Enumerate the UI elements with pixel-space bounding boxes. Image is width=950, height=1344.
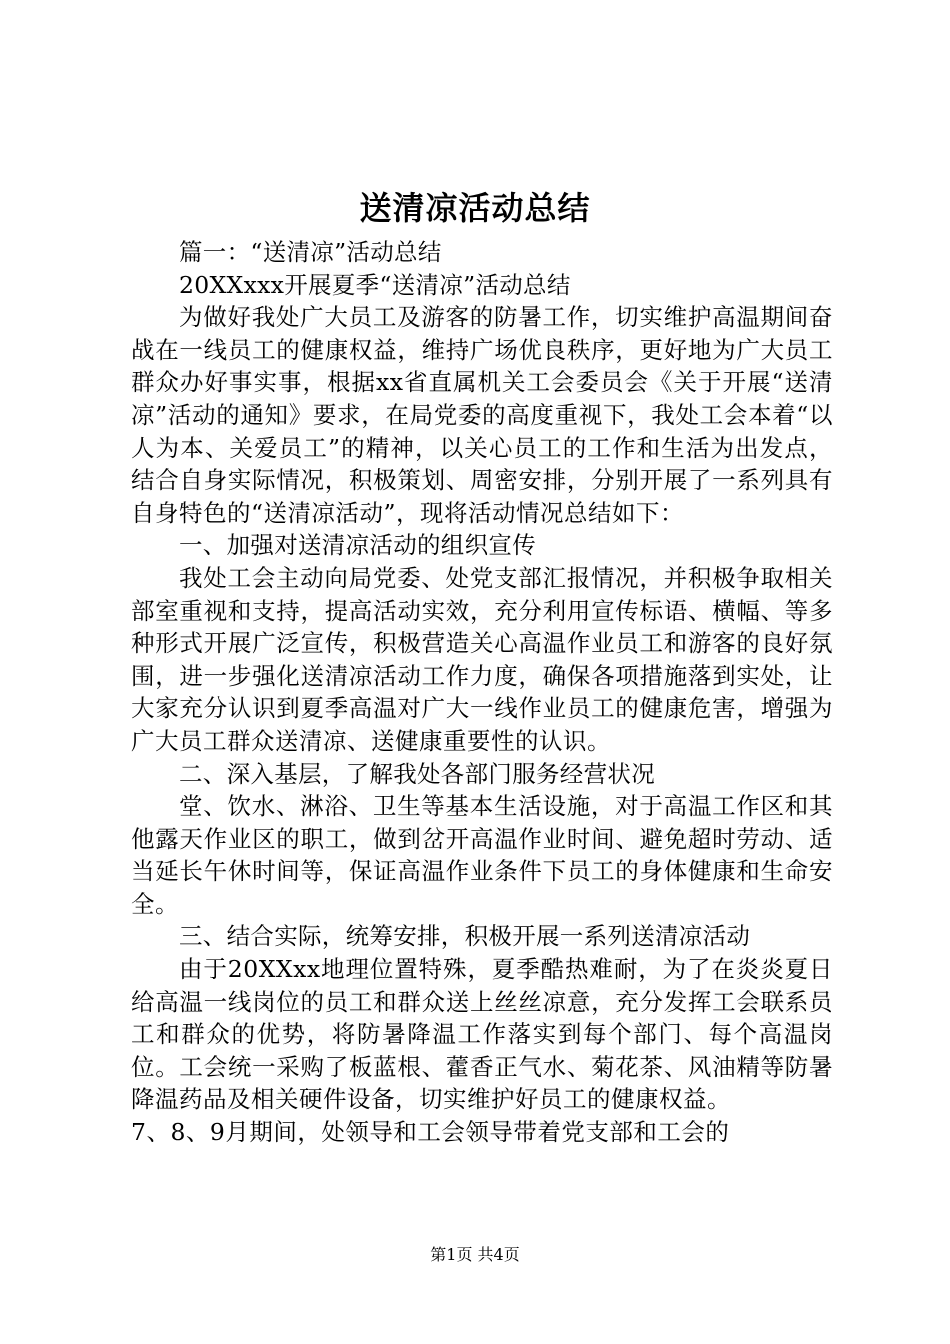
section-2-paragraph: 堂、饮水、淋浴、卫生等基本生活设施，对于高温工作区和其他露天作业区的职工，做到岔开高温作业时间、避免超时劳动、适当延长午休时间等，保证高温作业条件下员工的身体健康和生命安全。: [131, 792, 833, 918]
section-1-heading: 一、加强对送清凉活动的组织宣传: [179, 531, 536, 560]
document-body: [131, 236, 833, 1149]
section-3-paragraph: 由于20XXxx地理位置特殊，夏季酷热难耐，为了在炎炎夏日给高温一线岗位的员工和群众送上丝丝凉意，充分发挥工会联系员工和群众的优势，将防暑降温工作落实到每个部门、每个高温岗位。工会统一采购了板蓝根、藿香正气水、菊花茶、风油精等防暑降温药品及相关硬件设备，切实维护好员工的健康权益。: [131, 955, 833, 1114]
section-3-heading: 三、结合实际，统筹安排，积极开展一系列送清凉活动: [179, 922, 751, 951]
page-number-footer: 第1页 共4页: [430, 1245, 520, 1264]
intro-paragraph: 为做好我处广大员工及游客的防暑工作，切实维护高温期间奋战在一线员工的健康权益，维持广场优良秩序，更好地为广大员工群众办好事实事，根据xx省直属机关工会委员会《关于开展“送清凉”活动的通知》要求，在局党委的高度重视下，我处工会本着“以人为本、关爱员工”的精神，以关心员工的工作和生活为出发点，结合自身实际情况，积极策划、周密安排，分别开展了一系列具有自身特色的“送清凉活动”，现将活动情况总结如下：: [131, 303, 833, 527]
section-3-paragraph-2: 7、8、9月期间，处领导和工会领导带着党支部和工会的: [131, 1118, 730, 1147]
section-2-heading: 二、深入基层，了解我处各部门服务经营状况: [179, 759, 655, 788]
subheading-article-one: 篇一：“送清凉”活动总结: [179, 238, 442, 266]
subheading-summary-title: 20XXxxx开展夏季“送清凉”活动总结: [179, 270, 571, 299]
document-title: 送清凉活动总结: [359, 189, 591, 227]
section-1-paragraph: 我处工会主动向局党委、处党支部汇报情况，并积极争取相关部室重视和支持，提高活动实效，充分利用宣传标语、横幅、等多种形式开展广泛宣传，积极营造关心高温作业员工和游客的良好氛围，进一步强化送清凉活动工作力度，确保各项措施落到实处，让大家充分认识到夏季高温对广大一线作业员工的健康危害，增强为广大员工群众送清凉、送健康重要性的认识。: [131, 563, 833, 755]
